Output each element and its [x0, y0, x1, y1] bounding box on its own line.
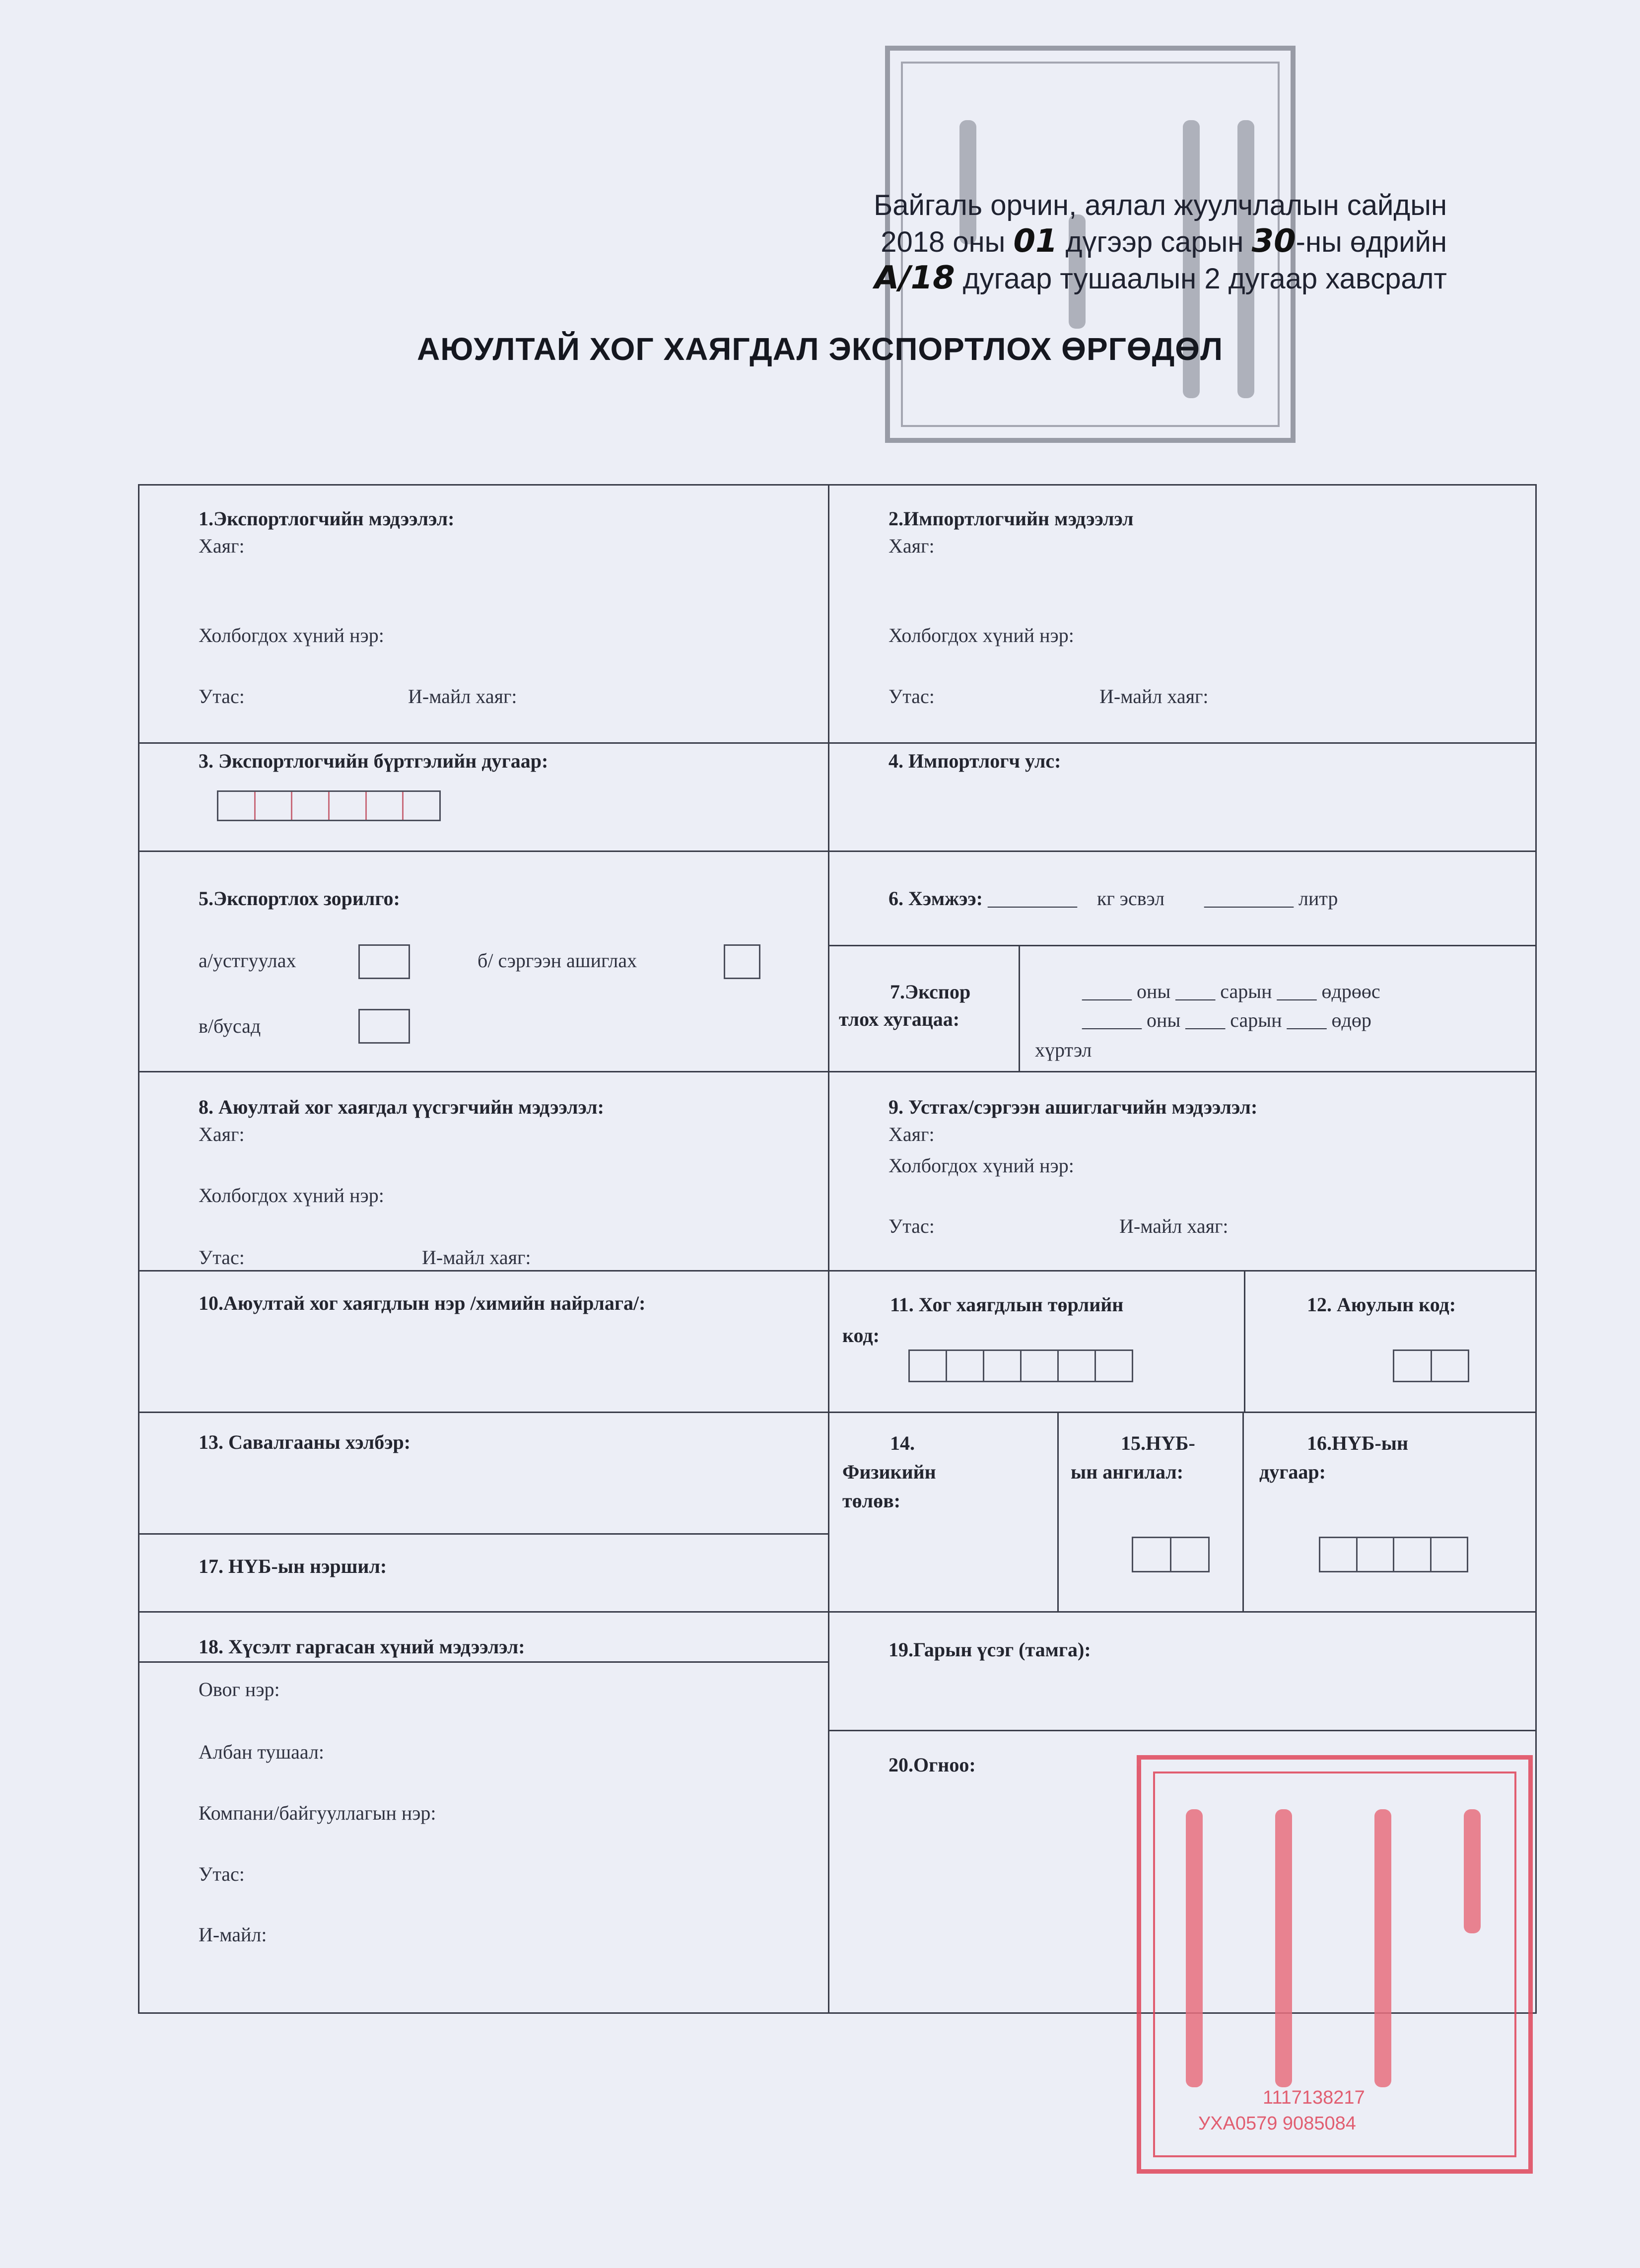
s8-heading: 8. Аюултай хог хаягдал үүсгэгчийн мэдээлэл:: [199, 1096, 604, 1118]
s1-email-label: И-майл хаяг:: [408, 685, 517, 708]
s6-quantity-line: 6. Хэмжээ: _________ кг эсвэл _________ литр: [888, 887, 1338, 910]
s9-email-label: И-майл хаяг:: [1119, 1215, 1229, 1237]
s16-heading-line2: дугаар:: [1259, 1461, 1326, 1483]
row-divider: [828, 1730, 1537, 1731]
row-divider: [138, 1661, 828, 1663]
s1-contact-label: Холбогдох хүний нэр:: [199, 624, 384, 646]
order-reference-line2: 2018 оны 01 дүгээр сарын 30-ны өдрийн: [881, 223, 1447, 260]
registration-number-field[interactable]: [217, 790, 441, 821]
s16-heading-line1: 16.НҮБ-ын: [1307, 1432, 1409, 1454]
un-class-field[interactable]: [1132, 1537, 1210, 1572]
s20-heading: 20.Огноо:: [888, 1754, 976, 1776]
order-reference-line3: А/18 дугаар тушаалын 2 дугаар хавсралт: [874, 260, 1447, 296]
s5-option-c-label: в/бусад: [199, 1015, 261, 1037]
col-divider: [1057, 1412, 1059, 1611]
col-divider: [1244, 1270, 1245, 1412]
s8-contact-label: Холбогдох хүний нэр:: [199, 1184, 384, 1206]
handwritten-day: 30: [1251, 223, 1296, 260]
row-divider: [138, 1533, 828, 1535]
s2-contact-label: Холбогдох хүний нэр:: [888, 624, 1074, 646]
stamp-registration-line2: УХА0579 9085084: [1198, 2113, 1356, 2134]
s5-option-a-label: а/устгуулах: [199, 949, 296, 972]
s5-option-b-label: б/ сэргээн ашиглах: [478, 949, 637, 972]
mongolian-script-mark: [1374, 1809, 1391, 2087]
mongolian-script-mark: [1464, 1809, 1481, 1933]
order-reference-line1: Байгаль орчин, аялал жуулчлалын сайдын: [874, 189, 1447, 221]
stamp-registration-line1: 1117138217: [1263, 2087, 1365, 2108]
row-divider: [138, 1270, 1537, 1272]
s11-heading-line1: 11. Хог хаягдлын төрлийн: [890, 1293, 1124, 1316]
s7-period-from: _____ оны ____ сарын ____ өдрөөс: [1082, 980, 1380, 1002]
s18-phone-label: Утас:: [199, 1863, 245, 1885]
s1-phone-label: Утас:: [199, 685, 245, 708]
s2-address-label: Хаяг:: [888, 535, 935, 557]
col-divider: [1242, 1412, 1244, 1611]
s14-heading-line2: Физикийн: [842, 1461, 936, 1483]
s2-email-label: И-майл хаяг:: [1099, 685, 1209, 708]
s1-address-label: Хаяг:: [199, 535, 245, 557]
table-border: [138, 484, 139, 2013]
s10-heading: 10.Аюултай хог хаягдлын нэр /химийн найрлага/:: [199, 1292, 646, 1314]
s18-heading: 18. Хүсэлт гаргасан хүний мэдээлэл:: [199, 1635, 525, 1658]
s5-option-a-checkbox[interactable]: [358, 944, 410, 979]
s18-name-label: Овог нэр:: [199, 1678, 280, 1701]
row-divider: [138, 1611, 1537, 1613]
s5-option-b-checkbox[interactable]: [724, 944, 760, 979]
s15-heading-line2: ын ангилал:: [1071, 1461, 1184, 1483]
s19-heading: 19.Гарын үсэг (тамга):: [888, 1638, 1091, 1661]
handwritten-month: 01: [1013, 223, 1058, 260]
s2-phone-label: Утас:: [888, 685, 935, 708]
col-divider: [1019, 945, 1020, 1071]
s8-email-label: И-майл хаяг:: [422, 1246, 531, 1269]
s14-heading-line3: төлөв:: [842, 1489, 901, 1512]
table-border: [1535, 484, 1537, 2013]
company-seal-stamp: [1137, 1755, 1533, 2174]
s12-heading: 12. Аюулын код:: [1307, 1293, 1456, 1316]
s18-email-label: И-майл:: [199, 1923, 267, 1946]
table-divider: [828, 484, 829, 2013]
s14-heading-line1: 14.: [890, 1432, 915, 1454]
page-title: АЮУЛТАЙ ХОГ ХАЯГДАЛ ЭКСПОРТЛОХ ӨРГӨДӨЛ: [417, 331, 1223, 367]
s9-heading: 9. Устгах/сэргээн ашиглагчийн мэдээлэл:: [888, 1096, 1258, 1118]
s9-address-label: Хаяг:: [888, 1123, 935, 1145]
table-border: [138, 484, 1537, 486]
row-divider: [138, 742, 1537, 744]
hazard-code-field[interactable]: [1393, 1349, 1469, 1382]
s17-heading: 17. НҮБ-ын нэршил:: [199, 1555, 387, 1577]
s13-heading: 13. Савалгааны хэлбэр:: [199, 1431, 411, 1453]
waste-type-code-field[interactable]: [908, 1349, 1133, 1382]
row-divider: [138, 1071, 1537, 1072]
s7-heading-line2: тлох хугацаа:: [839, 1008, 960, 1030]
un-number-field[interactable]: [1319, 1537, 1468, 1572]
s5-option-c-checkbox[interactable]: [358, 1009, 410, 1044]
s18-position-label: Албан тушаал:: [199, 1741, 325, 1763]
handwritten-order-number: А/18: [874, 260, 955, 296]
s5-heading: 5.Экспортлох зорилго:: [199, 887, 400, 910]
mongolian-script-mark: [1275, 1809, 1292, 2087]
s15-heading-line1: 15.НҮБ-: [1121, 1432, 1195, 1454]
s9-phone-label: Утас:: [888, 1215, 935, 1237]
row-divider: [828, 945, 1537, 946]
s8-address-label: Хаяг:: [199, 1123, 245, 1145]
s1-heading: 1.Экспортлогчийн мэдээлэл:: [199, 507, 455, 530]
row-divider: [138, 1412, 1537, 1413]
s2-heading: 2.Импортлогчийн мэдээлэл: [888, 507, 1134, 530]
s9-contact-label: Холбогдох хүний нэр:: [888, 1154, 1074, 1177]
s8-phone-label: Утас:: [199, 1246, 245, 1269]
mongolian-script-mark: [1186, 1809, 1203, 2087]
s11-heading-line2: код:: [842, 1324, 880, 1347]
s7-period-until: хүртэл: [1035, 1039, 1092, 1061]
s4-heading: 4. Импортлогч улс:: [888, 750, 1061, 772]
s3-heading: 3. Экспортлогчийн бүртгэлийн дугаар:: [199, 750, 548, 772]
s7-period-to: ______ оны ____ сарын ____ өдөр: [1082, 1009, 1371, 1031]
s18-company-label: Компани/байгууллагын нэр:: [199, 1802, 436, 1824]
row-divider: [138, 850, 1537, 852]
s7-heading-line1: 7.Экспор: [890, 981, 971, 1003]
order-reference: [874, 188, 1447, 297]
